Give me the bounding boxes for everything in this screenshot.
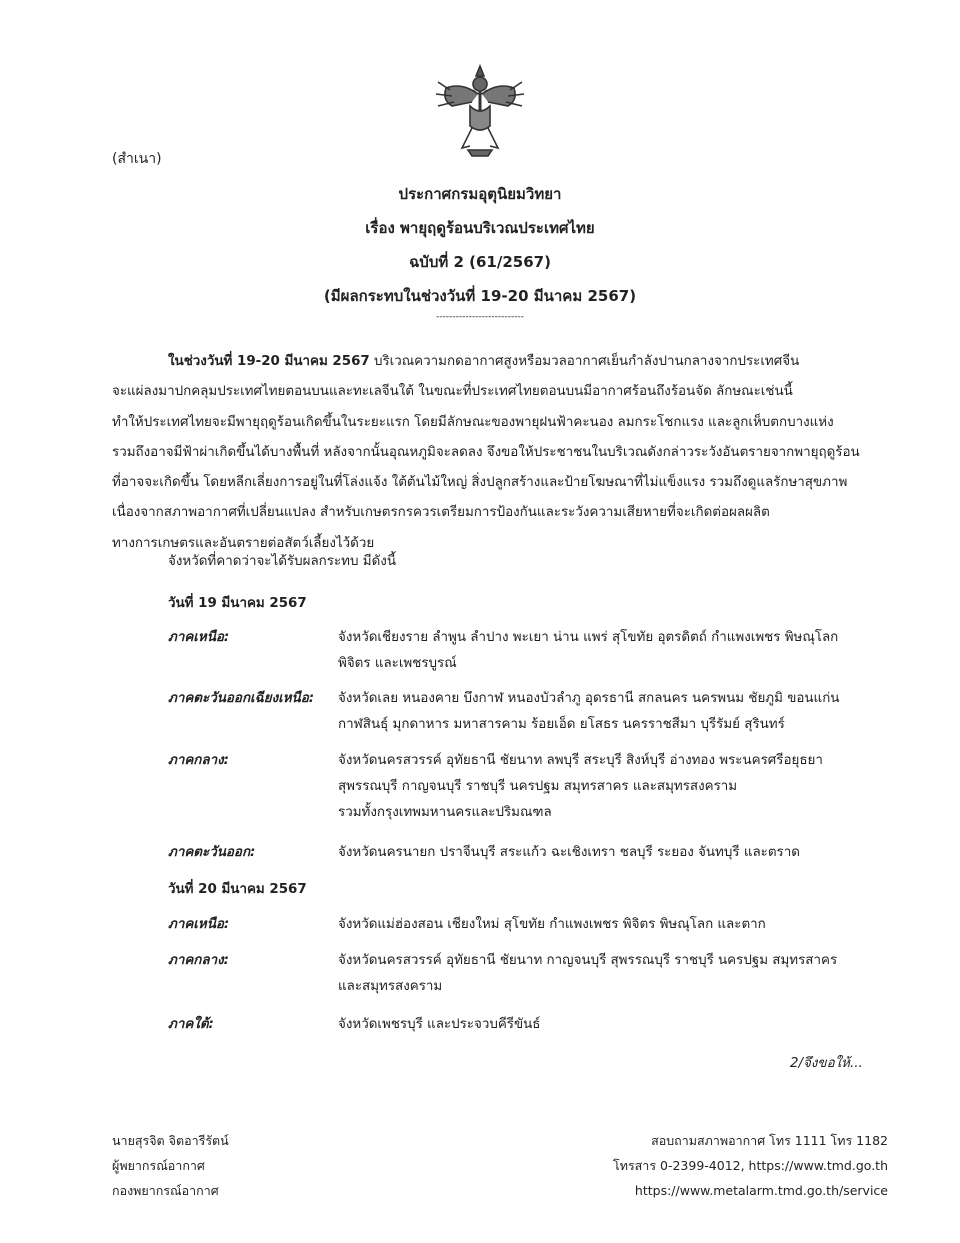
header-subject: เรื่อง พายุฤดูร้อนบริเวณประเทศไทย bbox=[365, 219, 595, 237]
footer-phone: สอบถามสภาพอากาศ โทร 1111 โทร 1182 bbox=[651, 1133, 888, 1148]
header-effective-period: (มีผลกระทบในช่วงวันที่ 19-20 มีนาคม 2567) bbox=[323, 287, 637, 305]
copy-label: (สำเนา) bbox=[112, 151, 162, 167]
body-line: รวมถึงอาจมีฟ้าผ่าเกิดขึ้นได้บางพื้นที่ หลังจากนั้นอุณหภูมิจะลดลง จึงขอให้ประชาชนในบริเวณดังกล่าวระวังอันตรายจากพายุฤดูร้อน bbox=[112, 444, 860, 460]
day-heading: วันที่ 19 มีนาคม 2567 bbox=[168, 596, 307, 611]
region-provinces: จังหวัดเชียงราย ลำพูน ลำปาง พะเยา น่าน แพร่ สุโขทัย อุตรดิตถ์ กำแพงเพชร พิษณุโลก พิจิตร และเพชรบูรณ์ bbox=[338, 630, 839, 671]
region-name: ภาคตะวันออกเฉียงเหนือ: bbox=[168, 691, 315, 706]
body-line: เนื่องจากสภาพอากาศที่เปลี่ยนแปลง สำหรับเกษตรกรควรเตรียมการป้องกันและระวังความเสียหายที่จะเกิดต่อผลผลิต bbox=[112, 505, 770, 521]
region-provinces: จังหวัดแม่ฮ่องสอน เชียงใหม่ สุโขทัย กำแพงเพชร พิจิตร พิษณุโลก และตาก bbox=[338, 917, 766, 932]
region-name: ภาคตะวันออก: bbox=[168, 845, 256, 860]
body-line: จะแผ่ลงมาปกคลุมประเทศไทยตอนบนและทะเลจีนใต้ ในขณะที่ประเทศไทยตอนบนมีอากาศร้อนถึงร้อนจัด ลักษณะเช่นนี้ bbox=[112, 384, 793, 400]
garuda-emblem-icon bbox=[432, 60, 528, 160]
region-provinces: จังหวัดนครสวรรค์ อุทัยธานี ชัยนาท ลพบุรี สระบุรี สิงห์บุรี อ่างทอง พระนครศรีอยุธยา สุพรรณบุรี กาญจนบุรี ราชบุรี นครปฐม สมุทรสาคร และสมุทรสงคราม รวมทั้งกรุงเทพมหานครและปริมณฑล bbox=[338, 753, 823, 820]
body-line: ทางการเกษตรและอันตรายต่อสัตว์เลี้ยงไว้ด้วย bbox=[112, 535, 375, 551]
affected-provinces-intro: จังหวัดที่คาดว่าจะได้รับผลกระทบ มีดังนี้ bbox=[168, 554, 396, 569]
header-department: ประกาศกรมอุตุนิยมวิทยา bbox=[398, 185, 562, 203]
body-line: ทำให้ประเทศไทยจะมีพายุฤดูร้อนเกิดขึ้นในระยะแรก โดยมีลักษณะของพายุฝนฟ้าคะนอง ลมกระโชกแรง และลูกเห็บตกบางแห่ง bbox=[112, 414, 834, 430]
region-provinces: จังหวัดนครนายก ปราจีนบุรี สระแก้ว ฉะเชิงเทรา ชลบุรี ระยอง จันทบุรี และตราด bbox=[338, 845, 800, 860]
footer-left-line: กองพยากรณ์อากาศ bbox=[112, 1183, 219, 1198]
region-provinces: จังหวัดนครสวรรค์ อุทัยธานี ชัยนาท กาญจนบุรี สุพรรณบุรี ราชบุรี นครปฐม สมุทรสาคร และสมุทรสงคราม bbox=[338, 953, 838, 994]
footer-service-link: https://www.metalarm.tmd.go.th/service bbox=[634, 1183, 888, 1198]
footer-left-line: ผู้พยากรณ์อากาศ bbox=[112, 1158, 205, 1173]
header-issue-number: ฉบับที่ 2 (61/2567) bbox=[409, 253, 551, 271]
day-heading: วันที่ 20 มีนาคม 2567 bbox=[168, 882, 307, 897]
region-name: ภาคกลาง: bbox=[168, 753, 230, 768]
announcement-body bbox=[112, 347, 888, 559]
region-provinces: จังหวัดเลย หนองคาย บึงกาฬ หนองบัวลำภู อุดรธานี สกลนคร นครพนม ชัยภูมิ ขอนแก่น กาฬสินธุ์ มุกดาหาร มหาสารคาม ร้อยเอ็ด ยโสธร นครราชสีมา บุรีรัมย์ สุรินทร์ bbox=[338, 691, 840, 732]
body-first-line: บริเวณความกดอากาศสูงหรือมวลอากาศเย็นกำลังปานกลางจากประเทศจีน bbox=[369, 354, 800, 369]
footer-left-line: นายสุรจิต จิตอารีรัตน์ bbox=[112, 1133, 229, 1148]
footer-contact bbox=[613, 1128, 888, 1203]
body-lead: ในช่วงวันที่ 19-20 มีนาคม 2567 bbox=[168, 354, 370, 369]
header-divider: --------------------------- bbox=[436, 312, 524, 322]
footer-signatory bbox=[112, 1128, 229, 1203]
body-line: ที่อาจจะเกิดขึ้น โดยหลีกเลี่ยงการอยู่ในที่โล่งแจ้ง ใต้ต้นไม้ใหญ่ สิ่งปลูกสร้างและป้ายโฆษณาที่ไม่แข็งแรง รวมถึงดูแลรักษาสุขภาพ bbox=[112, 475, 848, 491]
region-name: ภาคกลาง: bbox=[168, 953, 230, 968]
region-provinces: จังหวัดเพชรบุรี และประจวบคีรีขันธ์ bbox=[338, 1017, 541, 1032]
footer-fax-website: โทรสาร 0-2399-4012, https://www.tmd.go.th bbox=[613, 1158, 888, 1173]
region-name: ภาคเหนือ: bbox=[168, 630, 230, 645]
region-name: ภาคเหนือ: bbox=[168, 917, 230, 932]
next-page-indicator: 2/จึงขอให้... bbox=[790, 1056, 863, 1071]
region-name: ภาคใต้: bbox=[168, 1017, 214, 1032]
